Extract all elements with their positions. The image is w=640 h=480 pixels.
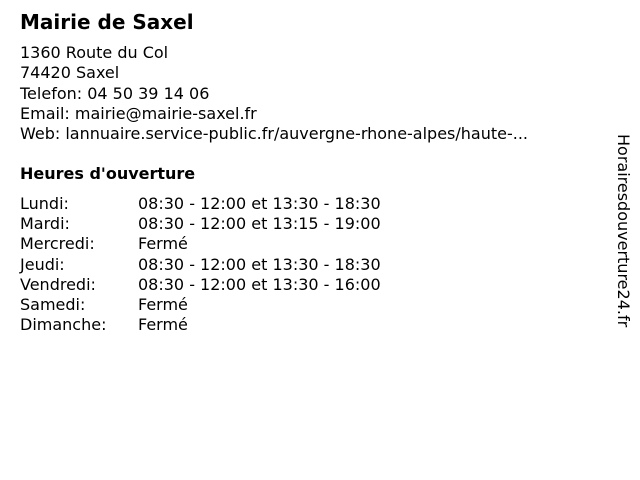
opening-hours-heading: Heures d'ouverture: [20, 164, 196, 183]
day-label: Mardi:: [20, 214, 70, 234]
day-hours: 08:30 - 12:00 et 13:30 - 18:30: [138, 254, 381, 274]
hours-row-monday: [20, 194, 381, 214]
day-hours: Fermé: [138, 295, 188, 315]
web-line: Web: lannuaire.service-public.fr/auvergne-rhone-alpes/haute-...: [20, 124, 529, 144]
day-label: Samedi:: [20, 295, 86, 315]
day-label: Lundi:: [20, 194, 69, 213]
email-line: Email: mairie@mairie-saxel.fr: [20, 103, 257, 123]
day-label: Vendredi:: [20, 274, 96, 294]
day-hours: Fermé: [138, 234, 188, 254]
hours-row-friday: [20, 275, 381, 295]
hours-row-tuesday: [20, 214, 381, 234]
hours-row-saturday: [20, 295, 381, 315]
hours-row-thursday: [20, 255, 381, 275]
address-street: 1360 Route du Col: [20, 43, 169, 62]
day-label: Dimanche:: [20, 315, 107, 335]
day-hours: Fermé: [138, 315, 188, 335]
brand-watermark-text: Horairesdouverture24.fr: [614, 134, 633, 328]
day-hours: 08:30 - 12:00 et 13:30 - 18:30: [138, 194, 381, 213]
phone-line: Telefon: 04 50 39 14 06: [20, 83, 210, 103]
opening-hours-table: [20, 194, 381, 335]
hours-row-sunday: [20, 315, 381, 335]
page-title: Mairie de Saxel: [20, 10, 194, 34]
day-label: Jeudi:: [20, 254, 65, 274]
address-city: 74420 Saxel: [20, 63, 120, 83]
day-hours: 08:30 - 12:00 et 13:15 - 19:00: [138, 214, 381, 234]
hours-row-wednesday: [20, 234, 381, 254]
contact-block: [20, 43, 528, 144]
day-hours: 08:30 - 12:00 et 13:30 - 16:00: [138, 274, 381, 294]
day-label: Mercredi:: [20, 234, 95, 254]
